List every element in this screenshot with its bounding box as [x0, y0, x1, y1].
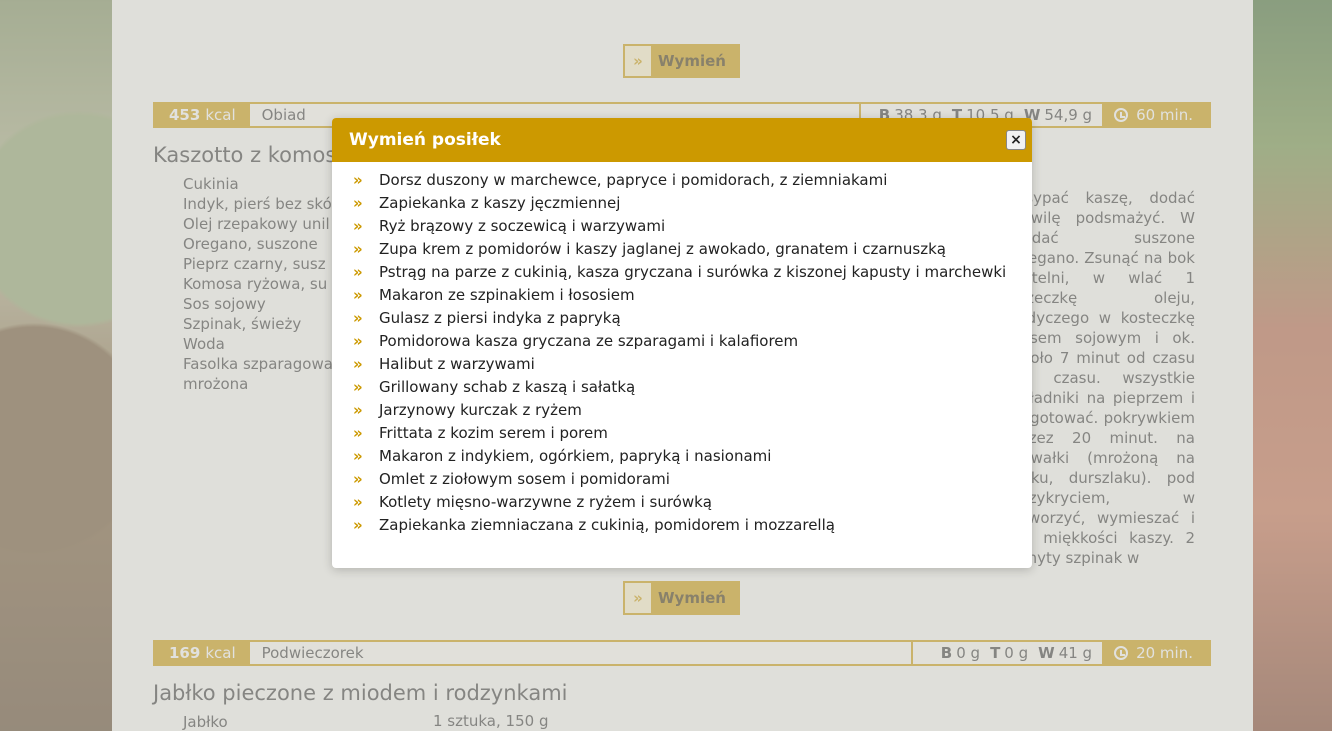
- meal-option[interactable]: [347, 514, 1017, 537]
- meal-option-label: Jarzynowy kurczak z ryżem: [379, 401, 582, 419]
- meal-options-list: [332, 162, 1032, 537]
- meal-option[interactable]: [347, 169, 1017, 192]
- meal-option[interactable]: [347, 445, 1017, 468]
- meal-option-label: Kotlety mięsno-warzywne z ryżem i surówką: [379, 493, 713, 511]
- bullet-icon: »: [353, 516, 363, 534]
- meal-option-label: Ryż brązowy z soczewicą i warzywami: [379, 217, 666, 235]
- meal-option[interactable]: [347, 215, 1017, 238]
- meal-option[interactable]: [347, 192, 1017, 215]
- swap-meal-dialog: [332, 118, 1032, 568]
- dialog-title: Wymień posiłek: [349, 130, 501, 150]
- meal-option[interactable]: [347, 238, 1017, 261]
- bullet-icon: »: [353, 355, 363, 373]
- bullet-icon: »: [353, 263, 363, 281]
- bullet-icon: »: [353, 217, 363, 235]
- meal-option[interactable]: [347, 261, 1017, 284]
- meal-option[interactable]: [347, 330, 1017, 353]
- meal-option[interactable]: [347, 399, 1017, 422]
- meal-option-label: Grillowany schab z kaszą i sałatką: [379, 378, 636, 396]
- meal-option[interactable]: [347, 468, 1017, 491]
- meal-option[interactable]: [347, 353, 1017, 376]
- close-icon[interactable]: ×: [1006, 130, 1026, 150]
- bullet-icon: »: [353, 194, 363, 212]
- meal-option[interactable]: [347, 491, 1017, 514]
- bullet-icon: »: [353, 378, 363, 396]
- meal-option-label: Dorsz duszony w marchewce, papryce i pomidorach, z ziemniakami: [379, 171, 888, 189]
- bullet-icon: »: [353, 470, 363, 488]
- bullet-icon: »: [353, 401, 363, 419]
- meal-option-label: Pstrąg na parze z cukinią, kasza gryczana i surówka z kiszonej kapusty i marchewki: [379, 263, 1007, 281]
- bullet-icon: »: [353, 286, 363, 304]
- bullet-icon: »: [353, 171, 363, 189]
- meal-option[interactable]: [347, 284, 1017, 307]
- bullet-icon: »: [353, 240, 363, 258]
- bullet-icon: »: [353, 424, 363, 442]
- meal-option[interactable]: [347, 422, 1017, 445]
- bullet-icon: »: [353, 447, 363, 465]
- meal-option-label: Omlet z ziołowym sosem i pomidorami: [379, 470, 670, 488]
- meal-option-label: Frittata z kozim serem i porem: [379, 424, 608, 442]
- meal-option-label: Makaron ze szpinakiem i łososiem: [379, 286, 635, 304]
- bullet-icon: »: [353, 493, 363, 511]
- meal-option-label: Makaron z indykiem, ogórkiem, papryką i nasionami: [379, 447, 772, 465]
- meal-option-label: Pomidorowa kasza gryczana ze szparagami i kalafiorem: [379, 332, 799, 350]
- bullet-icon: »: [353, 309, 363, 327]
- meal-option-label: Zapiekanka z kaszy jęczmiennej: [379, 194, 621, 212]
- meal-option[interactable]: [347, 376, 1017, 399]
- dialog-header: [332, 118, 1032, 162]
- meal-option-label: Zupa krem z pomidorów i kaszy jaglanej z awokado, granatem i czarnuszką: [379, 240, 946, 258]
- meal-option-label: Gulasz z piersi indyka z papryką: [379, 309, 621, 327]
- meal-option[interactable]: [347, 307, 1017, 330]
- meal-option-label: Zapiekanka ziemniaczana z cukinią, pomidorem i mozzarellą: [379, 516, 835, 534]
- meal-option-label: Halibut z warzywami: [379, 355, 535, 373]
- bullet-icon: »: [353, 332, 363, 350]
